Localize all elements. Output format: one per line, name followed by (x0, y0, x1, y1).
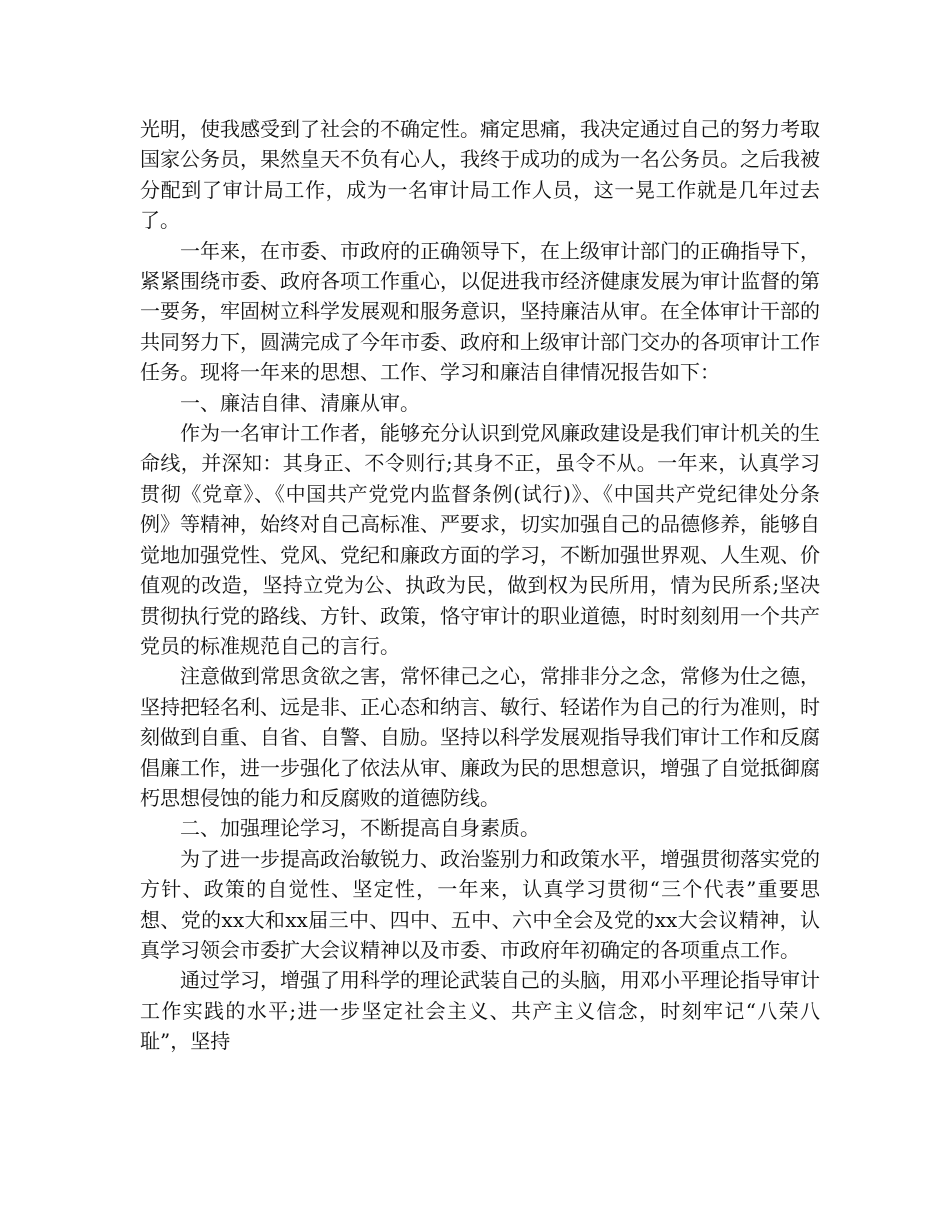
document-body (140, 114, 820, 1057)
section-heading-theory-study: 二、加强理论学习，不断提高自身素质。 (180, 816, 540, 841)
paragraph-continuation: 光明，使我感受到了社会的不确定性。痛定思痛，我决定通过自己的努力考取国家公务员，果然皇天不负有心人，我终于成功的成为一名公务员。之后我被分配到了审计局工作，成为一名审计局工作人员，这一晃工作就是几年过去了。 (140, 117, 820, 233)
section-heading-integrity: 一、廉洁自律、清廉从审。 (180, 390, 420, 415)
paragraph-annual-overview: 一年来，在市委、市政府的正确领导下，在上级审计部门的正确指导下，紧紧围绕市委、政府各项工作重心，以促进我市经济健康发展为审计监督的第一要务，牢固树立科学发展观和服务意识，坚持廉洁从审。在全体审计干部的共同努力下，圆满完成了今年市委、政府和上级审计部门交办的各项审计工作任务。现将一年来的思想、工作、学习和廉洁自律情况报告如下： (140, 238, 820, 385)
paragraph-political-study: 为了进一步提高政治敏锐力、政治鉴别力和政策水平，增强贯彻落实党的方针、政策的自觉性、坚定性，一年来，认真学习贯彻“三个代表”重要思想、党的xx大和xx届三中、四中、五中、六中全会及党的xx大会议精神，认真学习领会市委扩大会议精神以及市委、市政府年初确定的各项重点工作。 (140, 846, 820, 962)
paragraph-self-discipline: 注意做到常思贪欲之害，常怀律己之心，常排非分之念，常修为仕之德，坚持把轻名利、远是非、正心态和纳言、敏行、轻诺作为自己的行为准则，时刻做到自重、自省、自警、自励。坚持以科学发展观指导我们审计工作和反腐倡廉工作，进一步强化了依法从审、廉政为民的思想意识，增强了自觉抵御腐朽思想侵蚀的能力和反腐败的道德防线。 (140, 664, 820, 810)
paragraph-study-outcome: 通过学习，增强了用科学的理论武装自己的头脑，用邓小平理论指导审计工作实践的水平;进一步坚定社会主义、共产主义信念，时刻牢记“八荣八耻”，坚持 (140, 968, 820, 1054)
paragraph-integrity-study: 作为一名审计工作者，能够充分认识到党风廉政建设是我们审计机关的生命线，并深知：其身正、不令则行;其身不正，虽令不从。一年来，认真学习贯彻《党章》、《中国共产党党内监督条例(试行)》、《中国共产党纪律处分条例》等精神，始终对自己高标准、严要求，切实加强自己的品德修养，能够自觉地加强党性、党风、党纪和廉政方面的学习，不断加强世界观、人生观、价值观的改造，坚持立党为公、执政为民，做到权为民所用，情为民所系;坚决贯彻执行党的路线、方针、政策，恪守审计的职业道德，时时刻刻用一个共产党员的标准规范自己的言行。 (140, 421, 820, 658)
